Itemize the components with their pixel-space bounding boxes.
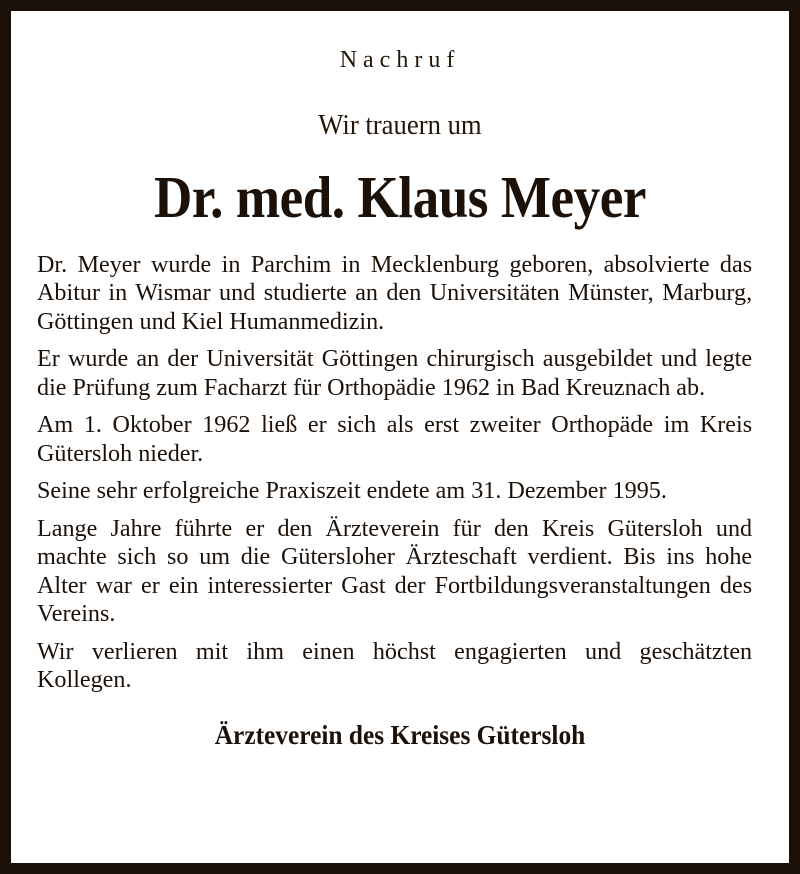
body-paragraph: Wir verlieren mit ihm einen höchst engagierten und geschätzten Kollegen. <box>37 637 753 694</box>
notice-body <box>37 229 763 695</box>
notice-inner <box>11 11 789 863</box>
signature-organization: Ärzteverein des Kreises Gütersloh <box>214 719 586 750</box>
notice-kicker: Nachruf <box>339 47 461 73</box>
deceased-name: Dr. med. Klaus Meyer <box>154 164 646 230</box>
body-paragraph: Er wurde an der Universität Göttingen chirurgisch ausgebildet und legte die Prüfung zum Facharzt für Orthopädie 1962 in Bad Kreuznach ab. <box>37 345 753 401</box>
body-paragraph: Dr. Meyer wurde in Parchim in Mecklenburg geboren, absolvierte das Abitur in Wismar und studierte an den Universitäten Münster, Marburg, Göttingen und Kiel Humanmedizin. <box>37 250 753 335</box>
notice-subheading: Wir trauern um <box>318 109 482 141</box>
body-paragraph: Am 1. Oktober 1962 ließ er sich als erst zweiter Orthopäde im Kreis Gütersloh nieder. <box>37 411 753 467</box>
body-paragraph: Lange Jahre führte er den Ärzteverein für den Kreis Gütersloh und machte sich so um die Gütersloher Ärzteschaft verdient. Bis ins hohe Alter war er ein interessierter Gast der Fortbildungsveranstaltungen des Vereins. <box>37 514 753 628</box>
body-paragraph: Seine sehr erfolgreiche Praxiszeit endete am 31. Dezember 1995. <box>37 477 667 505</box>
